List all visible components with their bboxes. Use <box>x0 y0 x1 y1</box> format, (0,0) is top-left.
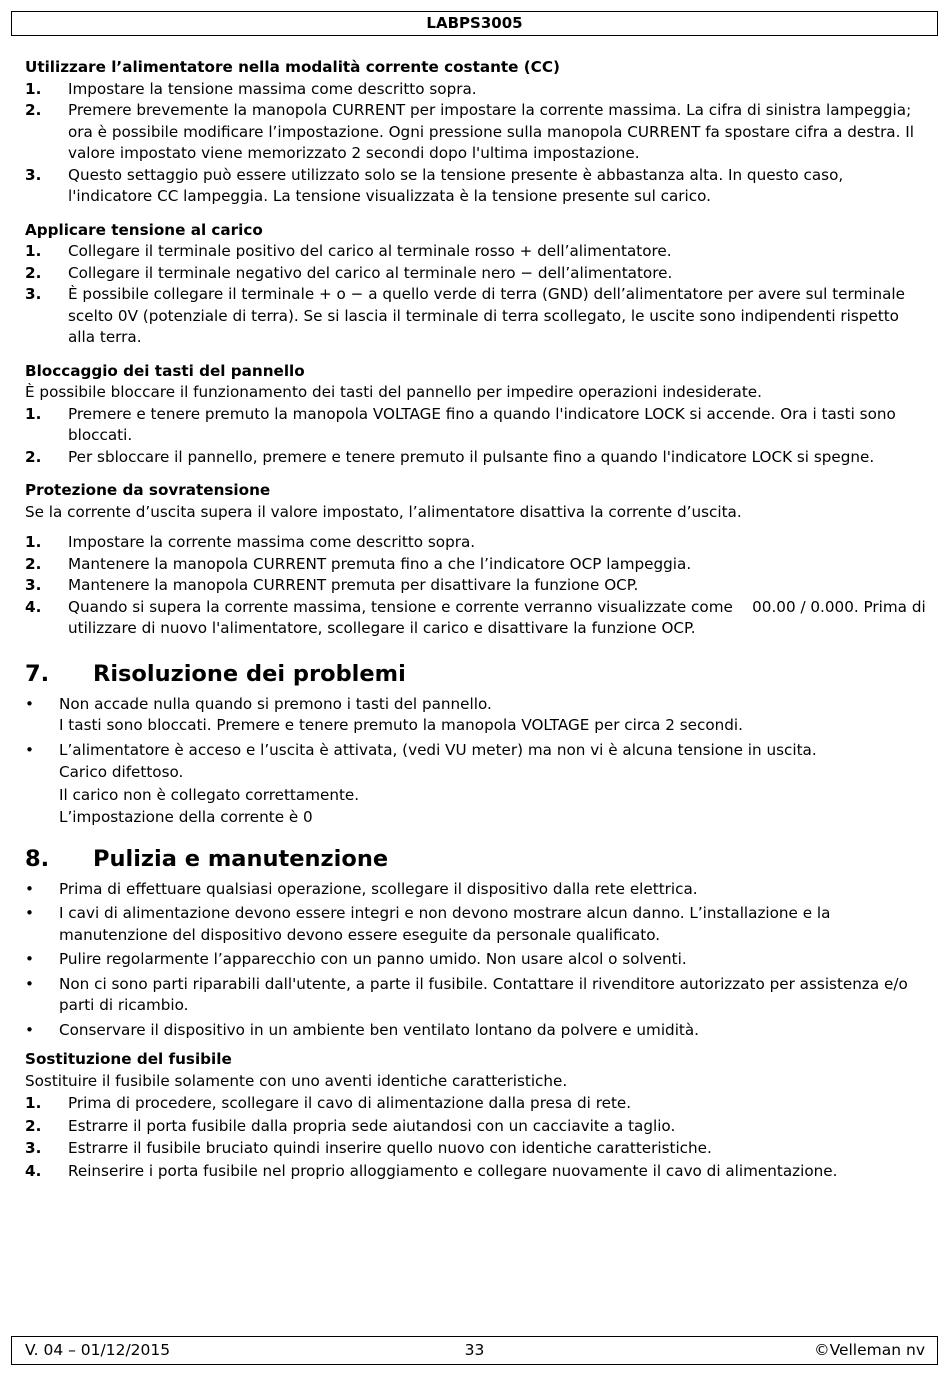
page-footer <box>11 1336 938 1365</box>
list-item <box>25 404 930 447</box>
list-item <box>25 1116 930 1138</box>
step-text: Collegare il terminale negativo del carico al terminale nero − dell’alimentatore. <box>68 263 673 282</box>
bullet-icon: • <box>25 740 34 759</box>
list-item <box>25 879 930 901</box>
cc-mode-heading: Utilizzare l’alimentatore nella modalità corrente costante (CC) <box>25 58 560 76</box>
step-number: 3. <box>25 1139 42 1157</box>
bullet-text: Prima di effettuare qualsiasi operazione, scollegare il dispositivo dalla rete elettrica. <box>59 879 698 898</box>
section-title: Risoluzione dei problemi <box>93 660 406 687</box>
list-item <box>25 1161 930 1183</box>
list-item <box>25 1020 930 1042</box>
list-item <box>25 740 930 829</box>
section-number: 8. <box>25 845 50 872</box>
list-item <box>25 263 930 285</box>
list-item <box>25 575 930 597</box>
fuse-intro: Sostituire il fusibile solamente con uno aventi identiche caratteristiche. <box>25 1071 568 1090</box>
step-text: Questo settaggio può essere utilizzato solo se la tensione presente è abbastanza alta. In questo caso, l'indicatore CC lampeggia. La tensione visualizzata è la tensione presente sul carico. <box>68 165 844 205</box>
apply-voltage-heading: Applicare tensione al carico <box>25 220 263 239</box>
troubleshooting-list <box>25 694 930 829</box>
step-number: 3. <box>25 285 42 303</box>
step-number: 4. <box>25 597 42 616</box>
step-number: 1. <box>25 404 42 423</box>
page-number: 33 <box>464 1341 485 1359</box>
problem-text: Non accade nulla quando si premono i tasti del pannello. <box>59 694 492 713</box>
step-number: 1. <box>25 533 42 551</box>
step-text: Estrarre il fusibile bruciato quindi inserire quello nuovo con identiche caratteristiche. <box>68 1139 712 1157</box>
bullet-text: Pulire regolarmente l’apparecchio con un panno umido. Non usare alcol o solventi. <box>59 950 687 968</box>
maintenance-list <box>25 879 930 1042</box>
bullet-text: I cavi di alimentazione devono essere integri e non devono mostrare alcun danno. L’installazione e la manutenzione del dispositivo devono essere eseguite da personale qualificato. <box>59 904 831 944</box>
list-item <box>25 165 930 208</box>
bullet-icon: • <box>25 904 34 922</box>
page-content <box>25 57 930 1182</box>
step-text: Estrarre il porta fusibile dalla propria sede aiutandosi con un cacciavite a taglio. <box>68 1116 676 1135</box>
step-number: 1. <box>25 242 42 260</box>
panel-lock-heading: Bloccaggio dei tasti del pannello <box>25 361 305 380</box>
footer-copyright: ©Velleman nv <box>814 1341 925 1359</box>
bullet-icon: • <box>25 974 34 993</box>
bullet-icon: • <box>25 694 34 713</box>
step-text: Reinserire i porta fusibile nel proprio alloggiamento e collegare nuovamente il cavo di alimentazione. <box>68 1161 838 1180</box>
step-number: 2. <box>25 101 42 119</box>
apply-voltage-steps <box>25 241 930 349</box>
solution-text: Carico difettoso. <box>59 763 184 781</box>
step-number: 2. <box>25 1116 42 1135</box>
list-item <box>25 241 930 263</box>
solution-text: I tasti sono bloccati. Premere e tenere premuto la manopola VOLTAGE per circa 2 secondi. <box>59 716 743 734</box>
step-number: 3. <box>25 576 42 594</box>
bullet-icon: • <box>25 1020 34 1039</box>
list-item <box>25 447 930 469</box>
list-item <box>25 532 930 554</box>
step-text: È possibile collegare il terminale + o − a quello verde di terra (GND) dell’alimentatore per avere sul terminale scelto 0V (potenziale di terra). Se si lascia il terminale di terra scollegato, le uscite sono indipendenti rispetto alla terra. <box>68 285 905 346</box>
step-text: Per sbloccare il pannello, premere e tenere premuto il pulsante fino a quando l'indicatore LOCK si spegne. <box>68 447 875 466</box>
bullet-text: Conservare il dispositivo in un ambiente ben ventilato lontano da polvere e umidità. <box>59 1020 700 1039</box>
solution-text: Il carico non è collegato correttamente. <box>59 785 360 804</box>
cc-mode-steps <box>25 79 930 208</box>
document-title: LABPS3005 <box>426 14 523 32</box>
step-text: Collegare il terminale positivo del carico al terminale rosso + dell’alimentatore. <box>68 242 672 260</box>
list-item <box>25 79 930 101</box>
section-title: Pulizia e manutenzione <box>93 845 389 872</box>
maintenance-title <box>25 845 930 873</box>
list-item <box>25 100 930 165</box>
bullet-icon: • <box>25 950 34 968</box>
list-item <box>25 554 930 576</box>
fuse-heading: Sostituzione del fusibile <box>25 1050 232 1068</box>
step-text: Premere brevemente la manopola CURRENT per impostare la corrente massima. La cifra di sinistra lampeggia; ora è possibile modificare l’impostazione. Ogni pressione sulla manopola CURRENT fa spostare cifra a destra. Il valore impostato viene memorizzato 2 secondi dopo l'ultima impostazione. <box>68 101 914 162</box>
footer-version: V. 04 – 01/12/2015 <box>25 1341 171 1359</box>
step-number: 2. <box>25 447 42 466</box>
step-text: Prima di procedere, scollegare il cavo di alimentazione dalla presa di rete. <box>68 1094 632 1112</box>
list-item <box>25 1093 930 1115</box>
step-number: 4. <box>25 1161 42 1180</box>
fuse-steps <box>25 1093 930 1182</box>
step-number: 1. <box>25 79 42 98</box>
step-number: 2. <box>25 263 42 282</box>
step-text: Premere e tenere premuto la manopola VOLTAGE fino a quando l'indicatore LOCK si accende. Ora i tasti sono bloccati. <box>68 404 896 444</box>
section-number: 7. <box>25 660 50 687</box>
list-item <box>25 949 930 971</box>
ocp-heading: Protezione da sovratensione <box>25 481 271 499</box>
list-item <box>25 903 930 946</box>
list-item <box>25 974 930 1017</box>
step-number: 3. <box>25 165 42 184</box>
ocp-steps <box>25 532 930 640</box>
step-number: 1. <box>25 1094 42 1112</box>
step-text: Impostare la corrente massima come descritto sopra. <box>68 533 476 551</box>
list-item <box>25 1138 930 1160</box>
solution-text: L’impostazione della corrente è 0 <box>59 808 313 826</box>
troubleshooting-title <box>25 660 930 688</box>
step-text: Quando si supera la corrente massima, tensione e corrente verranno visualizzate come 00.00 / 0.000. Prima di utilizzare di nuovo l'alimentatore, scollegare il carico e disattivare la funzione OCP. <box>68 597 931 637</box>
step-text: Mantenere la manopola CURRENT premuta fino a che l’indicatore OCP lampeggia. <box>68 554 692 573</box>
bullet-icon: • <box>25 879 34 898</box>
panel-lock-intro: È possibile bloccare il funzionamento dei tasti del pannello per impedire operazioni indesiderate. <box>25 383 762 401</box>
step-text: Impostare la tensione massima come descritto sopra. <box>68 79 477 98</box>
panel-lock-steps <box>25 404 930 469</box>
bullet-text: Non ci sono parti riparabili dall'utente, a parte il fusibile. Contattare il rivenditore autorizzato per assistenza e/o parti di ricambio. <box>59 974 908 1014</box>
step-text: Mantenere la manopola CURRENT premuta per disattivare la funzione OCP. <box>68 576 639 594</box>
page-header <box>11 11 938 36</box>
list-item <box>25 284 930 349</box>
list-item <box>25 694 930 737</box>
list-item <box>25 597 930 640</box>
step-number: 2. <box>25 554 42 573</box>
problem-text: L’alimentatore è acceso e l’uscita è attivata, (vedi VU meter) ma non vi è alcuna tensione in uscita. <box>59 740 817 759</box>
ocp-intro: Se la corrente d’uscita supera il valore impostato, l’alimentatore disattiva la corrente d’uscita. <box>25 502 742 521</box>
